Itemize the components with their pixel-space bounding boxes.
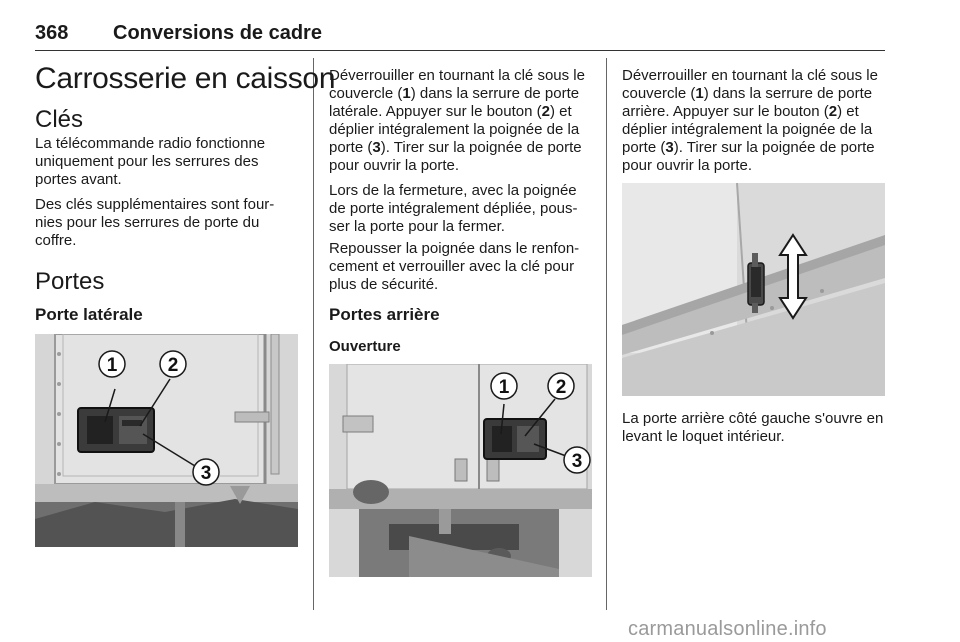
right-p1-ref-3: 3 bbox=[665, 139, 674, 156]
keys-paragraph-1: La télécommande radio fonctionne uniquement pour les serrures des portes avant. bbox=[35, 135, 266, 188]
mid-p1-ref-1: 1 bbox=[402, 85, 411, 102]
mid-p3-line-1: Repousser la poignée dans le renfon‑ bbox=[329, 240, 580, 257]
right-p1-ref-1: 1 bbox=[695, 85, 704, 102]
mid-p2-line-1: Lors de la fermeture, avec la poignée bbox=[329, 182, 577, 199]
column-divider-1 bbox=[313, 58, 314, 610]
side-door-heading: Porte latérale bbox=[35, 305, 143, 324]
mid-p1-ref-3: 3 bbox=[372, 139, 381, 156]
header-rule bbox=[35, 50, 885, 51]
mid-paragraph-2 bbox=[329, 182, 601, 236]
callout-2-rear: 2 bbox=[555, 377, 567, 398]
callout-3: 3 bbox=[200, 463, 212, 484]
running-header-title: Conversions de cadre bbox=[113, 22, 322, 44]
right-paragraph-1 bbox=[622, 67, 888, 175]
right-p1-text-a: Déverrouiller en tournant la clé sous le couvercle ( bbox=[622, 67, 878, 102]
right-paragraph-2: La porte arrière côté gauche s'ouvre en levant le loquet intérieur. bbox=[622, 410, 884, 445]
callout-1-rear: 1 bbox=[498, 377, 510, 398]
mid-p1-text-a: Déverrouiller en tournant la clé sous le couvercle ( bbox=[329, 67, 585, 102]
mid-p3-line-3: plus de sécurité. bbox=[329, 276, 439, 293]
mid-p2-line-3: ser la porte pour la fermer. bbox=[329, 218, 505, 235]
column-divider-2 bbox=[606, 58, 607, 610]
callout-1: 1 bbox=[106, 355, 118, 376]
rear-door-latch-illustration bbox=[622, 183, 885, 396]
watermark-text: carmanualsonline.info bbox=[628, 618, 827, 640]
mid-p1-text-c: ) et déplier intégralement la poignée de la porte ( bbox=[329, 103, 580, 156]
right-p1-text-d: ). Tirer sur la poignée de porte pour ouvrir la porte. bbox=[622, 139, 875, 174]
opening-heading: Ouverture bbox=[329, 338, 401, 355]
rear-door-lock-illustration bbox=[329, 364, 592, 577]
keys-paragraph-2 bbox=[35, 196, 305, 250]
right-p1-text-c: ) et déplier intégralement la poignée de la porte ( bbox=[622, 103, 873, 156]
side-door-lock-illustration bbox=[35, 334, 298, 547]
rear-door-latch-drawing bbox=[622, 183, 885, 396]
keys-p2-line-1: Des clés supplémentaires sont four‑ bbox=[35, 196, 275, 213]
doors-heading: Portes bbox=[35, 268, 105, 295]
callout-2: 2 bbox=[167, 355, 179, 376]
callout-3-rear: 3 bbox=[571, 451, 583, 472]
rear-door-lock-drawing bbox=[329, 364, 592, 577]
keys-p2-line-2: nies pour les serrures de porte du bbox=[35, 214, 260, 231]
mid-paragraph-3 bbox=[329, 240, 601, 294]
mid-p2-line-2: de porte intégralement dépliée, pous‑ bbox=[329, 200, 578, 217]
page-number: 368 bbox=[35, 22, 69, 44]
mid-p3-line-2: cement et verrouiller avec la clé pour bbox=[329, 258, 575, 275]
keys-heading: Clés bbox=[35, 106, 84, 133]
section-title: Carrosserie en caisson bbox=[35, 62, 336, 95]
mid-paragraph-1 bbox=[329, 67, 594, 175]
mid-p1-ref-2: 2 bbox=[541, 103, 550, 120]
mid-p1-text-b: ) dans la serrure de porte latérale. Appuyer sur le bouton ( bbox=[329, 85, 580, 120]
mid-p1-text-d: ). Tirer sur la poignée de porte pour ouvrir la porte. bbox=[329, 139, 582, 174]
keys-p2-line-3: coffre. bbox=[35, 232, 77, 249]
right-p1-ref-2: 2 bbox=[828, 103, 838, 120]
rear-doors-heading: Portes arrière bbox=[329, 305, 440, 324]
right-p1-text-b: ) dans la serrure de porte arrière. Appuyer sur le bouton ( bbox=[622, 85, 873, 120]
side-door-lock-drawing bbox=[35, 334, 298, 547]
